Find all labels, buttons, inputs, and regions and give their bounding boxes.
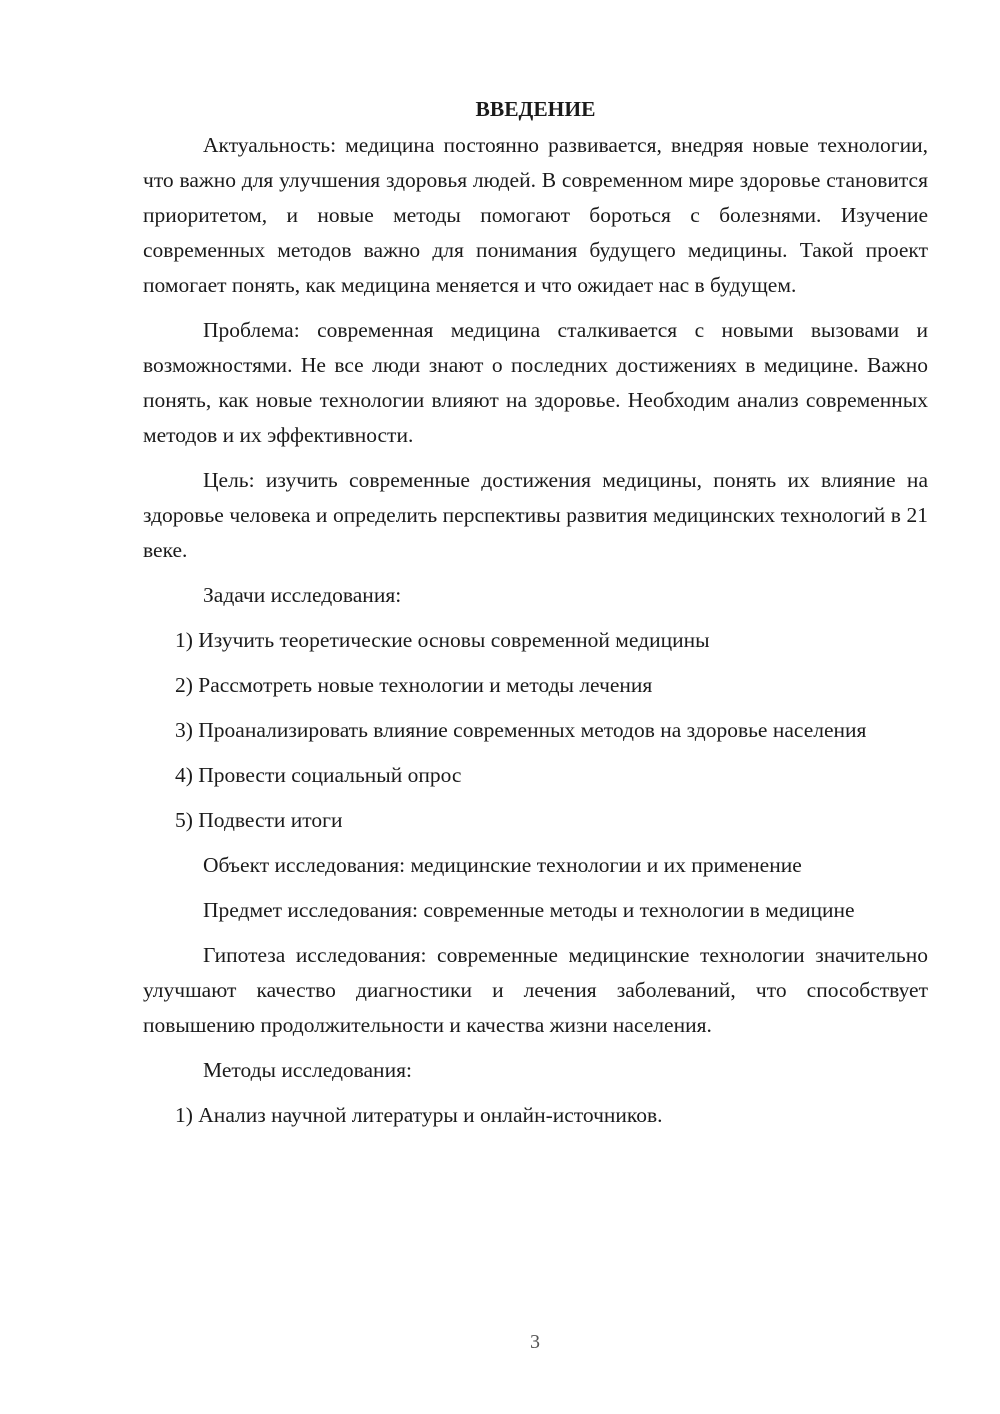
problem-paragraph: Проблема: современная медицина сталкивается с новыми вызовами и возможностями. Не все люди знают о последних достижениях в медицине. Важно понять, как новые технологии влияют на здоровье. Необходим анализ современных методов и их эффективности.: [143, 318, 928, 447]
goal-paragraph: Цель: изучить современные достижения медицины, понять их влияние на здоровье человека и определить перспективы развития медицинских технологий в 21 веке.: [143, 468, 928, 562]
tasks-heading: Задачи исследования:: [203, 583, 402, 607]
task-item-4: 4) Провести социальный опрос: [175, 763, 462, 787]
relevance-paragraph: Актуальность: медицина постоянно развивается, внедряя новые технологии, что важно для улучшения здоровья людей. В современном мире здоровье становится приоритетом, и новые методы помогают бороться с болезнями. Изучение современных методов важно для понимания будущего медицины. Такой проект помогает понять, как медицина меняется и что ожидает нас в будущем.: [143, 133, 928, 297]
methods-heading: Методы исследования:: [203, 1058, 412, 1082]
task-item-1: 1) Изучить теоретические основы современной медицины: [175, 628, 710, 652]
method-item-1: 1) Анализ научной литературы и онлайн-источников.: [175, 1103, 663, 1127]
page-body: [143, 92, 928, 1143]
subject-paragraph: Предмет исследования: современные методы и технологии в медицине: [203, 898, 855, 922]
task-item-2: 2) Рассмотреть новые технологии и методы лечения: [175, 673, 653, 697]
section-title: ВВЕДЕНИЕ: [475, 97, 596, 121]
page-number: 3: [530, 1331, 540, 1353]
task-item-3: 3) Проанализировать влияние современных методов на здоровье населения: [175, 718, 867, 742]
object-paragraph: Объект исследования: медицинские технологии и их применение: [203, 853, 802, 877]
task-item-5: 5) Подвести итоги: [175, 808, 343, 832]
hypothesis-paragraph: Гипотеза исследования: современные медицинские технологии значительно улучшают качество диагностики и лечения заболеваний, что способствует повышению продолжительности и качества жизни населения.: [143, 943, 928, 1037]
